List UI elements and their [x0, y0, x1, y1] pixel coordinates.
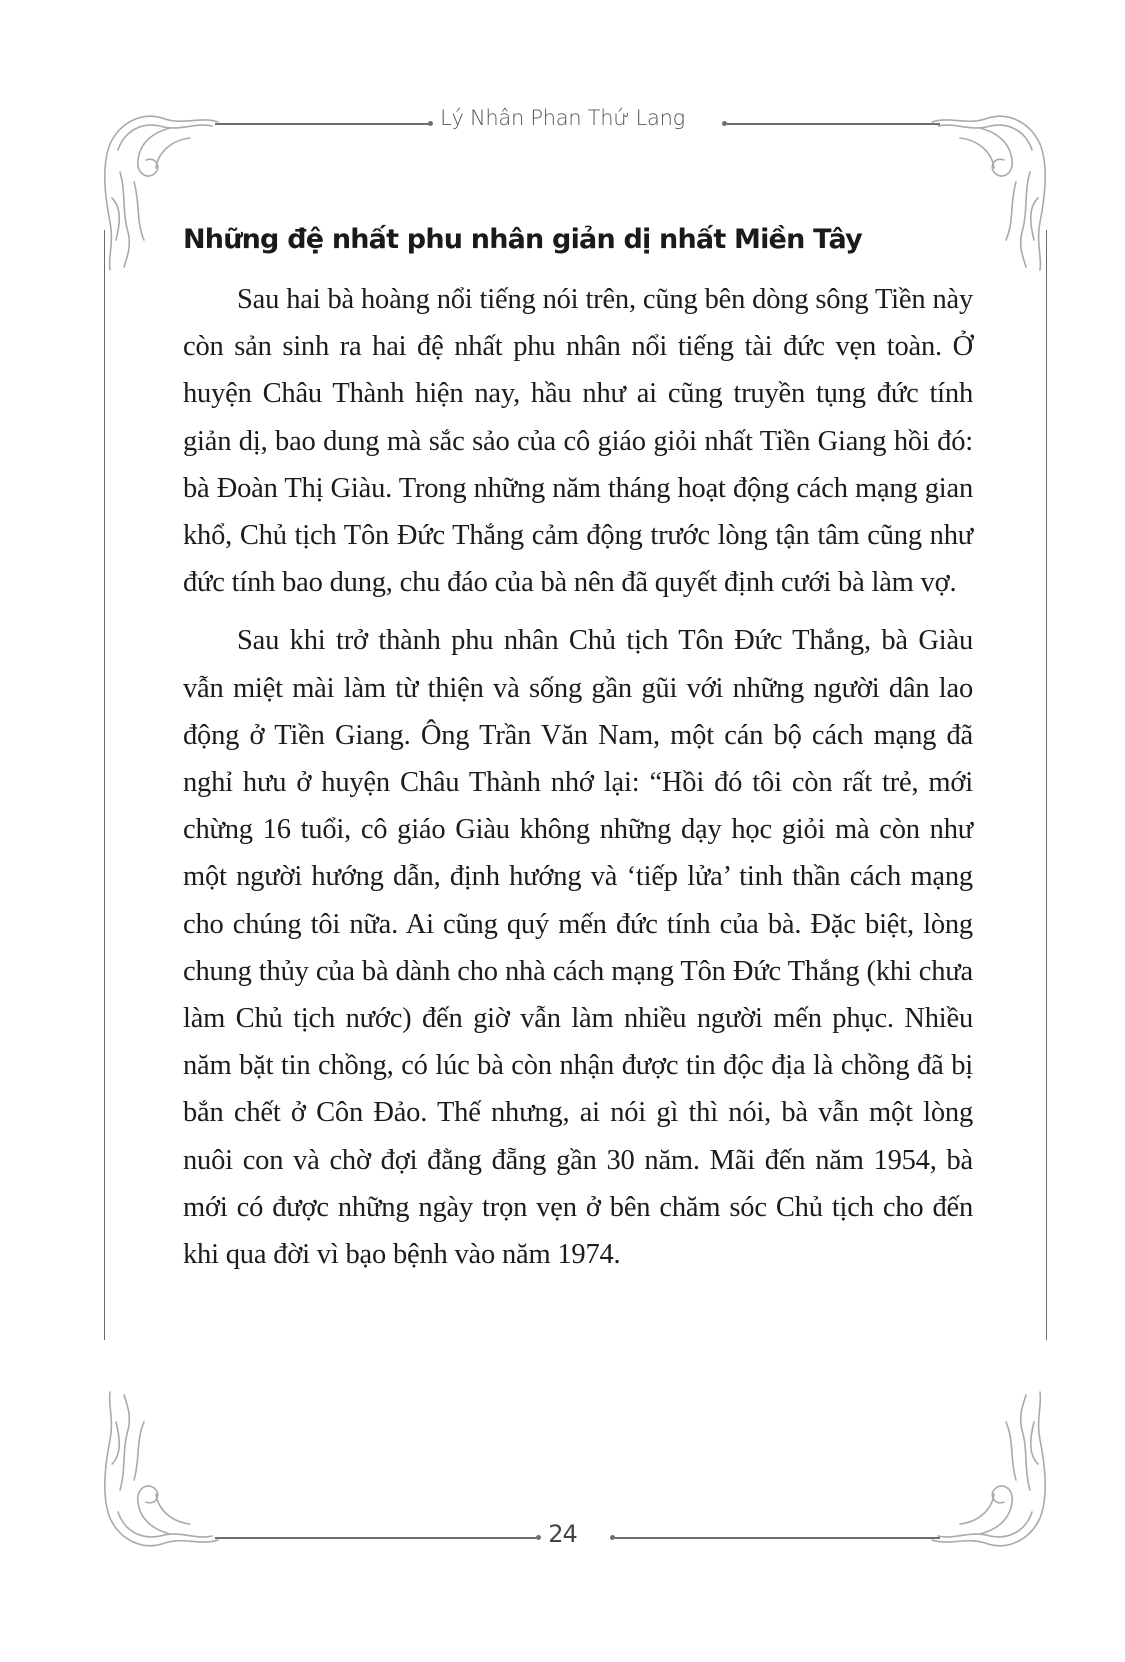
frame-left-line — [104, 230, 105, 1340]
paragraph: Sau khi trở thành phu nhân Chủ tịch Tôn Đức Thắng, bà Giàu vẫn miệt mài làm từ thiện và sống gần gũi với những người dân lao động ở Tiền Giang. Ông Trần Văn Nam, một cán bộ cách mạng đã nghỉ hưu ở huyện Châu Thành nhớ lại: “Hồi đó tôi còn rất trẻ, mới chừng 16 tuổi, cô giáo Giàu không những dạy học giỏi mà còn như một người hướng dẫn, định hướng và ‘tiếp lửa’ tinh thần cách mạng cho chúng tôi nữa. Ai cũng quý mến đức tính của bà. Đặc biệt, lòng chung thủy của bà dành cho nhà cách mạng Tôn Đức Thắng (khi chưa làm Chủ tịch nước) đến giờ vẫn làm nhiều người mến phục. Nhiều năm bặt tin chồng, có lúc bà còn nhận được tin độc địa là chồng đã bị bắn chết ở Côn Đảo. Thế nhưng, ai nói gì thì nói, bà vẫn một lòng nuôi con và chờ đợi đằng đẵng gần 30 năm. Mãi đến năm 1954, bà mới có được những ngày trọn vẹn ở bên chăm sóc Chủ tịch cho đến khi qua đời vì bạo bệnh vào năm 1974. — [183, 625, 973, 1271]
section-title: Những đệ nhất phu nhân giản dị nhất Miền Tây — [183, 224, 862, 255]
running-head: Lý Nhân Phan Thứ Lang — [440, 106, 685, 130]
header-rule-right — [727, 123, 940, 125]
footer-rule-right — [615, 1537, 940, 1539]
frame-right-line — [1046, 230, 1047, 1340]
paragraph: Sau hai bà hoàng nổi tiếng nói trên, cũng bên dòng sông Tiền này còn sản sinh ra hai đệ nhất phu nhân nổi tiếng tài đức vẹn toàn. Ở huyện Châu Thành hiện nay, hầu như ai cũng truyền tụng đức tính giản dị, bao dung mà sắc sảo của cô giáo giỏi nhất Tiền Giang hồi đó: bà Đoàn Thị Giàu. Trong những năm tháng hoạt động cách mạng gian khổ, Chủ tịch Tôn Đức Thắng cảm động trước lòng tận tâm cũng như đức tính bao dung, chu đáo của bà nên đã quyết định cưới bà làm vợ. — [183, 284, 973, 599]
floral-scroll-corner-icon — [930, 1390, 1050, 1550]
page-content — [183, 220, 973, 1289]
page-number: 24 — [548, 1520, 577, 1548]
floral-scroll-corner-icon — [100, 1390, 220, 1550]
